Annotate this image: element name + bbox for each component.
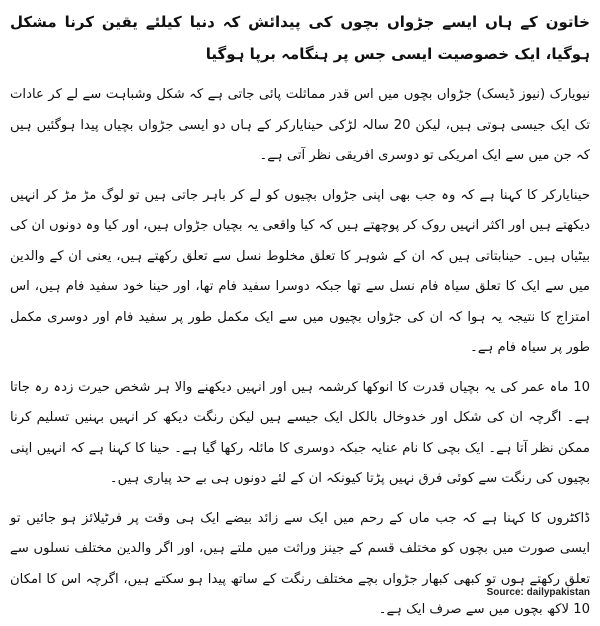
article-paragraph-2: حینایارکر کا کہنا ہے کہ وہ جب بھی اپنی جڑواں بچیوں کو لے کر باہر جاتی ہیں تو لوگ مڑ مڑ کر انہیں دیکھتے ہیں اور اکثر انہیں روک کر پوچھتے ہیں کہ کیا واقعی یہ بچیاں جڑواں ہیں، اور کیا وہ دونوں ان کی بیٹیاں ہیں۔ حینابتاتی ہیں کہ ان کے شوہر کا تعلق مخلوط نسل سے تعلق رکھتے ہیں، یعنی ان کے والدین میں سے ایک کا تعلق سیاہ فام نسل سے تھا جبکہ دوسرا سفید فام تھا، اور حینا خود سفید فام ہیں، اس امتزاج کا نتیجہ یہ ہوا کہ ان کی جڑواں بچیوں میں سے ایک مکمل طور پر سفید فام اور دوسری مکمل طور پر سیاہ فام ہے۔ xyxy=(10,187,590,355)
article-paragraph-1: نیویارک (نیوز ڈیسک) جڑواں بچوں میں اس قدر مماثلت پائی جاتی ہے کہ شکل وشباہت سے لے کر عادات تک ایک جیسی ہوتی ہیں، لیکن 20 سالہ لڑکی حینایارکر کے ہاں دو ایسی جڑواں بچیاں پیدا ہوگئیں ہیں کہ جن میں سے ایک امریکی تو دوسری افریقی نظر آتی ہے۔ xyxy=(10,87,590,163)
article-paragraph-3: 10 ماہ عمر کی یہ بچیاں قدرت کا انوکھا کرشمہ ہیں اور انہیں دیکھنے والا ہر شخص حیرت زدہ رہ جاتا ہے۔ اگرچہ ان کی شکل اور خدوخال بالکل ایک جیسے ہیں لیکن رنگت دیکھ کر انہیں بہنیں تسلیم کرنا ممکن نظر آتا ہے۔ ایک بچی کا نام عنایہ جبکہ دوسری کا مائلہ رکھا گیا ہے۔ حینا کا کہنا ہے کہ انہیں اپنی بچیوں کی رنگت سے کوئی فرق نہیں پڑتا کیونکہ ان کے لئے دونوں ہی بے حد پیاری ہیں۔ xyxy=(10,379,590,486)
source-credit: Source: dailypakistan xyxy=(486,587,590,598)
article-headline: خاتون کے ہاں ایسے جڑواں بچوں کی پیدائش کہ دنیا کیلئے یقین کرنا مشکل ہوگیا، ایک خصوصیت ایسی جس پر ہنگامہ برپا ہوگیا xyxy=(10,13,590,63)
article-paragraph-4: ڈاکٹروں کا کہنا ہے کہ جب ماں کے رحم میں ایک سے زائد بیضے ایک ہی وقت پر فرٹیلائز ہو جائیں تو ایسی صورت میں بچوں کو مختلف قسم کے جینز وراثت میں ملتے ہیں، اور اگر والدین مختلف نسلوں سے تعلق رکھتے ہوں تو کبھی کبھار جڑواں بچے مختلف رنگت کے ساتھ پیدا ہو سکتے ہیں، اگرچہ اس کا امکان 10 لاکھ بچوں میں سے صرف ایک ہے۔ xyxy=(10,510,590,617)
